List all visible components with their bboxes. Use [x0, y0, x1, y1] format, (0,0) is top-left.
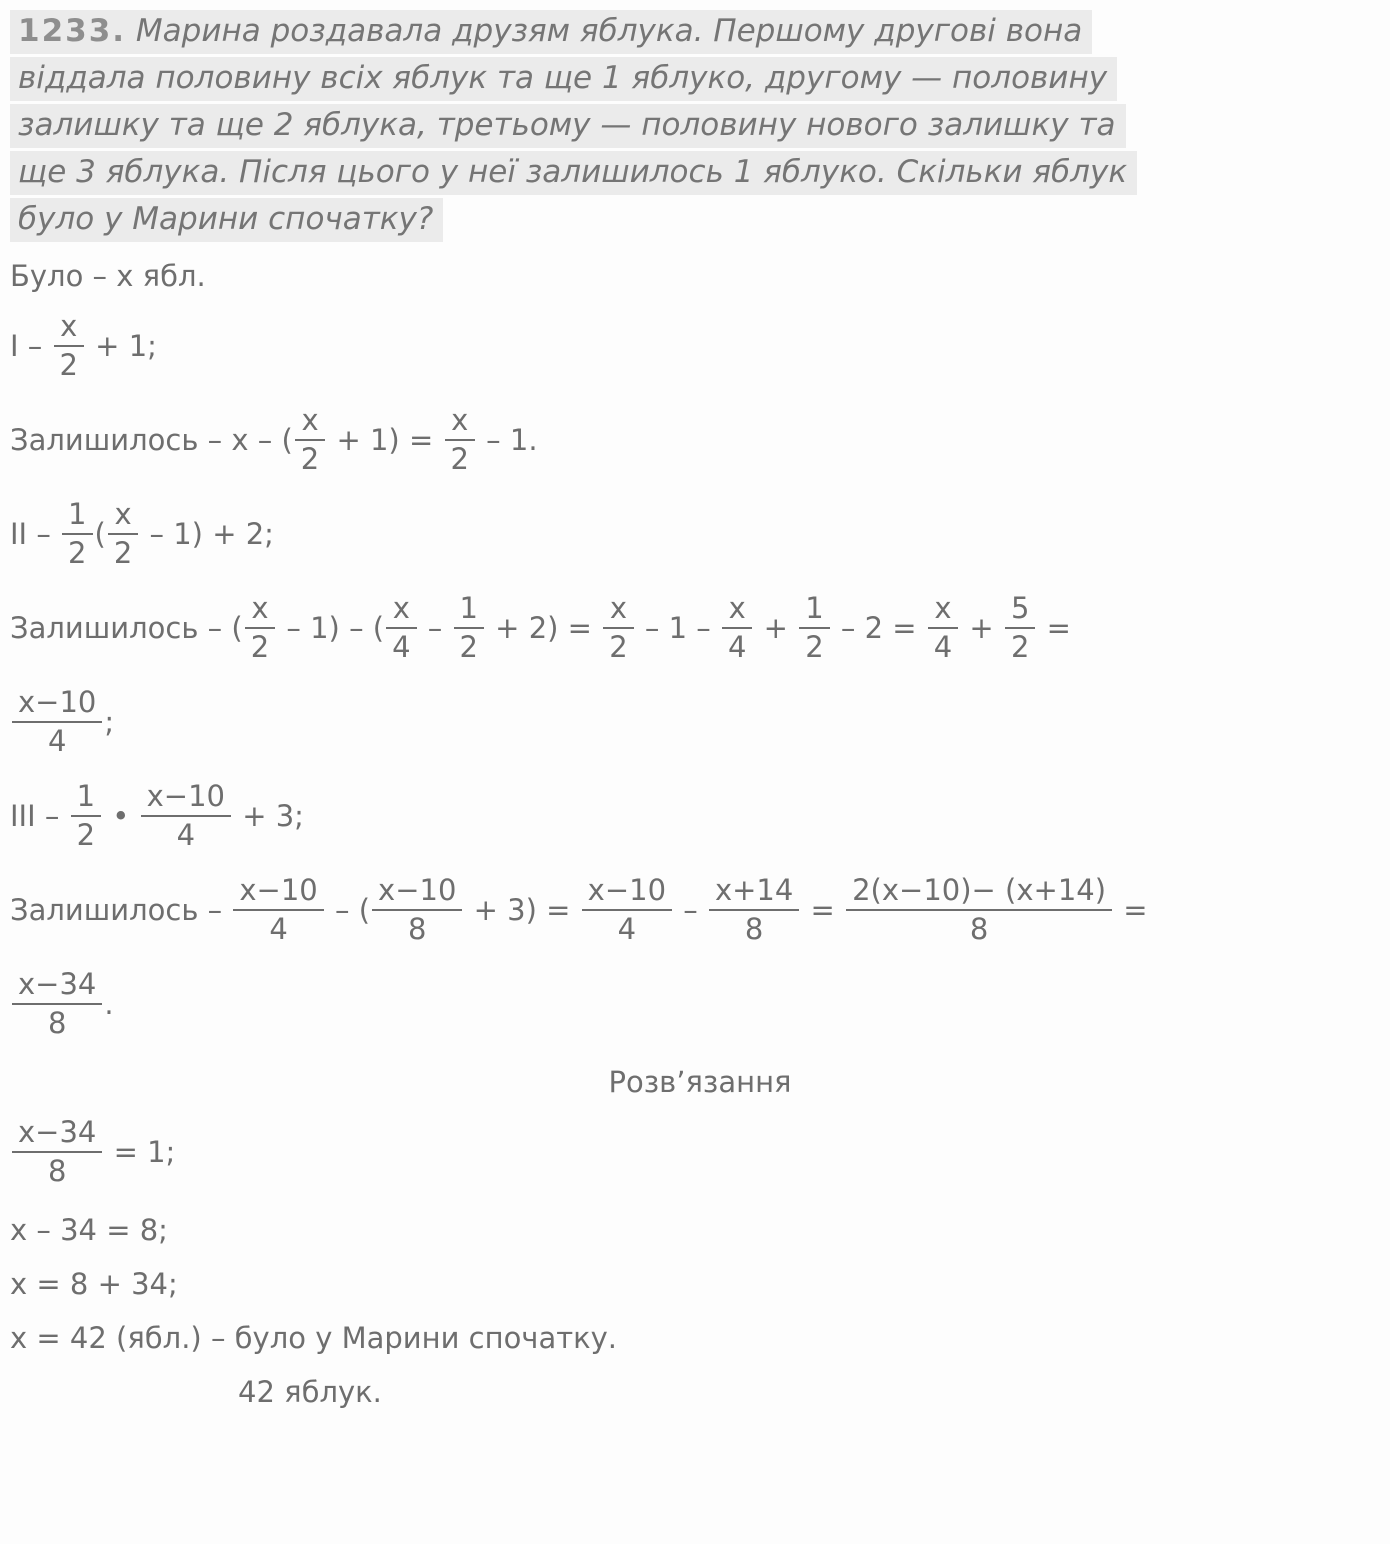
fraction: [12, 1116, 102, 1188]
fraction-numerator: х−34: [12, 1116, 102, 1153]
math-text: + 2) =: [485, 611, 602, 645]
line-remainder-2-result: [10, 686, 1390, 758]
math-text: х = 8 + 34;: [10, 1267, 178, 1301]
math-text: Було – х ябл.: [10, 259, 206, 293]
fraction: [108, 498, 138, 570]
line-bulo: [10, 256, 1390, 296]
fraction-denominator: 2: [59, 348, 78, 382]
fraction: [709, 874, 799, 946]
fraction-numerator: х: [445, 404, 475, 441]
math-text: + 3) =: [464, 893, 580, 927]
fraction-numerator: 1: [71, 780, 101, 817]
statement-line: [10, 151, 1137, 195]
fraction: [1005, 592, 1035, 664]
math-text: Залишилось – (: [10, 611, 243, 645]
math-text: =: [1037, 611, 1071, 645]
line-remainder-1: [10, 404, 1390, 476]
fraction: [799, 592, 829, 664]
math-text: – 1) – (: [277, 611, 385, 645]
fraction-denominator: 8: [744, 912, 764, 946]
math-text: – 1 –: [635, 611, 720, 645]
fraction-numerator: х−10: [372, 874, 462, 911]
line-step-1: [10, 1210, 1390, 1250]
statement-line: [10, 10, 1092, 54]
fraction-numerator: 1: [62, 498, 92, 535]
fraction-denominator: 2: [805, 630, 824, 664]
fraction-numerator: х: [928, 592, 958, 629]
math-text: – 1.: [476, 423, 538, 457]
math-text: + 1;: [85, 329, 157, 363]
fraction-denominator: 4: [176, 818, 196, 852]
statement-line: [10, 198, 443, 242]
fraction-denominator: 2: [68, 536, 87, 570]
fraction-numerator: х+14: [709, 874, 799, 911]
math-text: + 1) =: [327, 423, 443, 457]
fraction-denominator: 2: [300, 442, 320, 476]
line-remainder-3-result: [10, 968, 1390, 1040]
fraction: [722, 592, 752, 664]
fraction-numerator: х−10: [141, 780, 231, 817]
fraction-denominator: 2: [113, 536, 133, 570]
fraction: [603, 592, 633, 664]
math-text: Залишилось –: [10, 893, 232, 927]
solution-heading: [10, 1062, 1390, 1102]
math-text: – 2 =: [831, 611, 926, 645]
math-text: (: [94, 517, 106, 551]
fraction: [12, 968, 102, 1040]
fraction-denominator: 2: [450, 442, 469, 476]
fraction-denominator: 2: [1010, 630, 1030, 664]
line-third-friend: [10, 780, 1390, 852]
fraction-numerator: 1: [454, 592, 484, 629]
math-text: I –: [10, 329, 52, 363]
line-step-2: [10, 1264, 1390, 1304]
math-text: .: [104, 987, 114, 1021]
statement-text: залишку та ще 2 яблука, третьому — половину нового залишку та: [18, 107, 1116, 143]
fraction-denominator: 2: [250, 630, 270, 664]
math-text: +: [960, 611, 1003, 645]
statement-text: віддала половину всіх яблук та ще 1 яблуко, другому — половину: [18, 60, 1108, 96]
math-text: – 1) + 2;: [140, 517, 274, 551]
math-text: –: [674, 893, 707, 927]
fraction: [846, 874, 1112, 946]
fraction-numerator: х: [295, 404, 325, 441]
statement-line: [10, 57, 1117, 101]
fraction-numerator: х: [245, 592, 275, 629]
math-text: =: [1114, 893, 1148, 927]
math-text: + 3;: [232, 799, 304, 833]
answer-line: [10, 1372, 1390, 1412]
fraction: [62, 498, 92, 570]
math-text: III –: [10, 799, 69, 833]
line-conclusion: [10, 1318, 1390, 1358]
fraction-denominator: 8: [969, 912, 989, 946]
fraction-denominator: 4: [727, 630, 747, 664]
fraction-numerator: х−10: [582, 874, 672, 911]
statement-text: Марина роздавала друзям яблука. Першому другові вона: [126, 13, 1083, 49]
fraction: [372, 874, 462, 946]
fraction: [295, 404, 325, 476]
math-text: х = 42 (ябл.) – було у Марини спочатку.: [10, 1321, 618, 1355]
math-text: Розв’язання: [608, 1065, 792, 1099]
fraction: [141, 780, 231, 852]
fraction-numerator: х: [722, 592, 752, 629]
solution: [10, 256, 1390, 1412]
fraction-numerator: х−10: [233, 874, 323, 911]
fraction: [454, 592, 484, 664]
line-second-friend: [10, 498, 1390, 570]
fraction-denominator: 8: [407, 912, 427, 946]
problem-number: 1233.: [18, 13, 127, 49]
fraction: [54, 310, 84, 382]
fraction-numerator: х: [386, 592, 416, 629]
line-first-friend: [10, 310, 1390, 382]
fraction-numerator: х: [54, 310, 84, 347]
math-text: II –: [10, 517, 61, 551]
fraction-denominator: 4: [933, 630, 953, 664]
fraction-numerator: 2(х−10)− (х+14): [846, 874, 1112, 911]
math-text: =: [801, 893, 845, 927]
fraction-denominator: 4: [617, 912, 637, 946]
fraction: [445, 404, 475, 476]
line-remainder-3: [10, 874, 1390, 946]
fraction: [71, 780, 101, 852]
fraction-denominator: 8: [47, 1006, 67, 1040]
statement-line: [10, 104, 1126, 148]
math-text: – (: [325, 893, 371, 927]
fraction-numerator: х−10: [12, 686, 102, 723]
fraction-numerator: х−34: [12, 968, 102, 1005]
fraction-denominator: 2: [609, 630, 628, 664]
math-text: +: [754, 611, 798, 645]
line-remainder-2: [10, 592, 1390, 664]
fraction-denominator: 2: [459, 630, 478, 664]
fraction: [12, 686, 102, 758]
fraction-denominator: 4: [269, 912, 288, 946]
fraction: [582, 874, 672, 946]
fraction-denominator: 4: [47, 724, 67, 758]
problem-statement: [10, 10, 1390, 242]
fraction-numerator: 5: [1005, 592, 1035, 629]
statement-text: було у Марини спочатку?: [18, 201, 434, 237]
fraction-numerator: 1: [799, 592, 829, 629]
math-text: = 1;: [104, 1135, 176, 1169]
fraction-denominator: 2: [76, 818, 96, 852]
math-text: 42 яблук.: [238, 1375, 382, 1409]
math-text: Залишилось – х – (: [10, 423, 293, 457]
line-equation: [10, 1116, 1390, 1188]
fraction: [245, 592, 275, 664]
fraction: [233, 874, 323, 946]
math-text: –: [418, 611, 452, 645]
fraction: [386, 592, 416, 664]
fraction: [928, 592, 958, 664]
fraction-denominator: 4: [392, 630, 411, 664]
fraction-numerator: х: [603, 592, 633, 629]
math-text: ;: [104, 705, 115, 739]
math-text: х – 34 = 8;: [10, 1213, 168, 1247]
fraction-numerator: х: [108, 498, 138, 535]
fraction-denominator: 8: [47, 1154, 67, 1188]
statement-text: ще 3 яблука. Після цього у неї залишилось 1 яблуко. Скільки яблук: [18, 154, 1128, 190]
math-text: •: [103, 799, 139, 833]
